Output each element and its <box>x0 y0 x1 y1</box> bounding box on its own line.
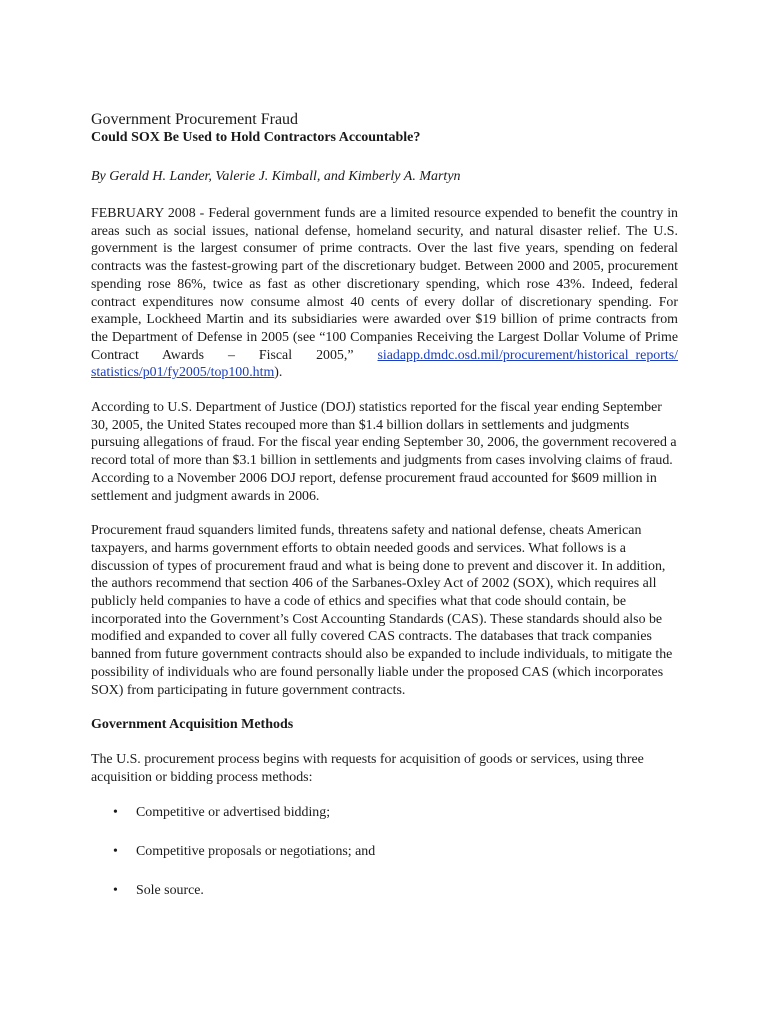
list-item <box>91 804 678 821</box>
doj-statistics-paragraph: According to U.S. Department of Justice (DOJ) statistics reported for the fiscal year ending September 30, 2005, the United States recouped more than $1.4 billion dollars in settlements and judgments pursuing allegations of fraud. For the fiscal year ending September 30, 2006, the government recovered a record total of more than $3.1 billion in settlements and judgments from cases involving claims of fraud. According to a November 2006 DOJ report, defense procurement fraud accounted for $609 million in settlement and judgment awards in 2006. <box>91 400 677 504</box>
source-link[interactable]: siadapp.dmdc.osd.mil/procurement/historical_reports/ statistics/p01/fy2005/top100.htm <box>91 347 678 381</box>
section-heading: Government Acquisition Methods <box>91 717 294 733</box>
list-item-text: Sole source. <box>136 882 204 898</box>
list-item-text: Competitive proposals or negotiations; and <box>136 843 376 859</box>
acquisition-methods-list <box>91 804 678 899</box>
bullet-icon: • <box>113 804 118 820</box>
bullet-icon: • <box>113 843 118 859</box>
article <box>91 110 678 921</box>
article-byline: By Gerald H. Lander, Valerie J. Kimball, and Kimberly A. Martyn <box>91 169 461 184</box>
list-item <box>91 882 678 899</box>
list-item-text: Competitive or advertised bidding; <box>136 804 331 820</box>
bullet-icon: • <box>113 882 118 898</box>
section-intro: The U.S. procurement process begins with requests for acquisition of goods or services, using three acquisition or bidding process methods: <box>91 752 644 785</box>
intro-text-end: ). <box>274 365 283 381</box>
intro-text: FEBRUARY 2008 - Federal government funds are a limited resource expended to benefit the country in areas such as social issues, national defense, homeland security, and natural disaster relief. The U.S. government is the largest consumer of prime contracts. Over the last five years, spending on federal contracts was the fastest-growing part of the discretionary budget. Between 2000 and 2005, procurement spending rose 86%, twice as fast as other discretionary spending, which rose 43%. Indeed, federal contract expenditures now consume almost 40 cents of every dollar of discretionary spending. For example, Lockheed Martin and its subsidiaries were awarded over $19 billion of prime contracts from the Department of Defense in 2005 (see “100 Companies Receiving the Largest Dollar Volume of Prime Contract Awards – Fiscal 2005,” <box>91 206 678 363</box>
article-title: Government Procurement Fraud <box>91 111 299 128</box>
article-subtitle: Could SOX Be Used to Hold Contractors Accountable? <box>91 130 421 145</box>
list-item <box>91 843 678 860</box>
procurement-fraud-paragraph: Procurement fraud squanders limited funds, threatens safety and national defense, cheats American taxpayers, and harms government efforts to obtain needed goods and services. What follows is a discussion of types of procurement fraud and what is being done to prevent and discover it. In addition, the authors recommend that section 406 of the Sarbanes-Oxley Act of 2002 (SOX), which requires all publicly held companies to have a code of ethics and specifies what that code should contain, be incorporated into the Government’s Cost Accounting Standards (CAS). These standards should also be modified and expanded to cover all fully covered CAS contracts. The databases that track companies banned from future government contracts should also be expanded to include individuals, to mitigate the possibility of individuals who are found personally liable under the proposed CAS (which incorporates SOX) from participating in future government contracts. <box>91 523 673 698</box>
intro-paragraph <box>91 205 678 382</box>
